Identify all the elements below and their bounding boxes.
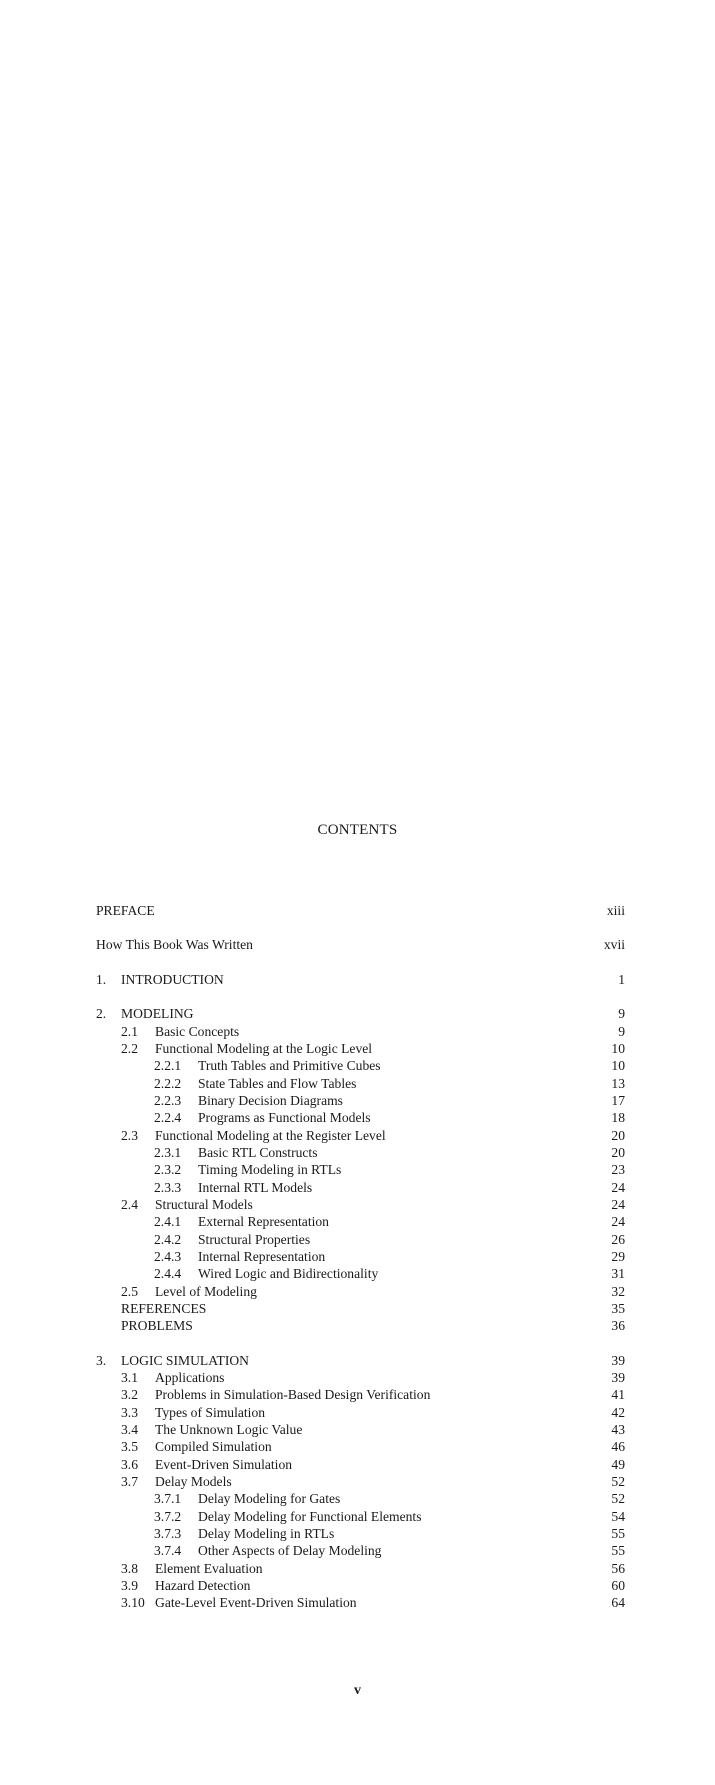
toc-entry-title: State Tables and Flow Tables: [198, 1076, 357, 1091]
toc-entry-title: Truth Tables and Primitive Cubes: [198, 1058, 381, 1073]
toc-entry-title: Delay Models: [155, 1474, 232, 1489]
page-number: v: [354, 1683, 361, 1698]
toc-entry-title: INTRODUCTION: [121, 972, 224, 987]
toc-entry-title: Timing Modeling in RTLs: [198, 1162, 342, 1177]
toc-entry-page: 24: [611, 1180, 625, 1195]
toc-entry-number: 3.5: [121, 1439, 138, 1454]
toc-entry-page: 55: [611, 1526, 625, 1541]
toc-entry-page: 17: [611, 1093, 625, 1108]
toc-entry-page: 24: [611, 1214, 625, 1229]
toc-entry: [0, 1473, 625, 1491]
toc-entry-number: 3.9: [121, 1578, 138, 1593]
toc-entry-title: Element Evaluation: [155, 1561, 263, 1576]
toc-entry-page: 52: [611, 1474, 625, 1489]
toc-entry: [0, 1179, 625, 1197]
toc-entry: [0, 1144, 625, 1162]
toc-entry: [0, 1456, 625, 1474]
toc-entry-page: 31: [611, 1266, 625, 1281]
toc-entry-title: LOGIC SIMULATION: [121, 1353, 249, 1368]
toc-entry-page: 26: [611, 1232, 625, 1247]
toc-entry: [0, 1421, 625, 1439]
toc-entry-number: 3.7.4: [154, 1543, 182, 1558]
toc-entry-title: Event-Driven Simulation: [155, 1457, 293, 1472]
toc-entry-page: 35: [611, 1301, 625, 1316]
toc-entry: [0, 1369, 625, 1387]
toc-entry: [0, 1490, 625, 1508]
toc-entry-title: Other Aspects of Delay Modeling: [198, 1543, 382, 1558]
toc-entry: [0, 1109, 625, 1127]
toc-entry-title: Delay Modeling for Gates: [198, 1491, 341, 1506]
toc-entry-page: 23: [611, 1162, 625, 1177]
toc-entry-page: 13: [611, 1076, 625, 1091]
toc-entry-number: 2.4.3: [154, 1249, 182, 1264]
toc-entry: [0, 971, 625, 989]
toc-entry-title: Basic Concepts: [155, 1024, 240, 1039]
toc-entry-title: Applications: [155, 1370, 225, 1385]
toc-entry-number: 3.8: [121, 1561, 138, 1576]
toc-entry-title: The Unknown Logic Value: [155, 1422, 303, 1437]
toc-entry: [0, 1092, 625, 1110]
toc-entry-title: Internal RTL Models: [198, 1180, 313, 1195]
toc-entry-title: Compiled Simulation: [155, 1439, 272, 1454]
toc-entry-number: 3.7.1: [154, 1491, 182, 1506]
toc-entry: [0, 1265, 625, 1283]
toc-entry: [0, 1560, 625, 1578]
toc-entry-number: 2.3.2: [154, 1162, 182, 1177]
toc-entry-number: 3.7.3: [154, 1526, 182, 1541]
toc-entry-number: 3.3: [121, 1405, 138, 1420]
toc-entry-number: 2.4.4: [154, 1266, 182, 1281]
toc-entry-title: Structural Properties: [198, 1232, 311, 1247]
toc-entry: [0, 1283, 625, 1301]
toc-entry-number: 3.7.2: [154, 1509, 182, 1524]
toc-entry: [0, 1161, 625, 1179]
toc-entry-title: Delay Modeling in RTLs: [198, 1526, 335, 1541]
toc-entry-number: 1.: [96, 972, 107, 987]
toc-entry-title: Functional Modeling at the Register Level: [155, 1128, 386, 1143]
toc-entry-number: 2.5: [121, 1284, 138, 1299]
toc-entry: [0, 1404, 625, 1422]
toc-entry-page: 46: [611, 1439, 625, 1454]
toc-entry: [0, 936, 625, 954]
toc-entry-page: 39: [611, 1353, 625, 1368]
toc-entry-number: 2.2: [121, 1041, 138, 1056]
toc-entry: [0, 1577, 625, 1595]
toc-entry-number: 2.2.3: [154, 1093, 182, 1108]
toc-entry: [0, 1005, 625, 1023]
toc-entry-title: Hazard Detection: [155, 1578, 251, 1593]
toc-entry-title: How This Book Was Written: [96, 937, 253, 952]
toc-entry: [0, 1248, 625, 1266]
toc-entry-page: 39: [611, 1370, 625, 1385]
toc-entry: [0, 1438, 625, 1456]
toc-entry-page: 9: [618, 1024, 625, 1039]
toc-entry: [0, 1300, 625, 1318]
toc-entry-title: Basic RTL Constructs: [198, 1145, 318, 1160]
toc-entry: [0, 1127, 625, 1145]
toc-entry: [0, 1057, 625, 1075]
toc-entry-number: 2.2.4: [154, 1110, 182, 1125]
toc-entry-title: Problems in Simulation-Based Design Verification: [155, 1387, 431, 1402]
toc-entry: [0, 902, 625, 920]
toc-entry-title: Structural Models: [155, 1197, 253, 1212]
toc-entry-title: External Representation: [198, 1214, 329, 1229]
toc-entry-page: 54: [611, 1509, 625, 1524]
toc-entry-number: 3.2: [121, 1387, 138, 1402]
toc-entry-page: 10: [611, 1058, 625, 1073]
toc-entry-page: 9: [618, 1006, 625, 1021]
page-title: CONTENTS: [317, 822, 398, 838]
toc-entry: [0, 1594, 625, 1612]
toc-entry-number: 3.1: [121, 1370, 138, 1385]
toc-entry-page: 64: [611, 1595, 625, 1610]
toc-entry-number: 3.6: [121, 1457, 138, 1472]
toc-entry: [0, 1508, 625, 1526]
toc-entry: [0, 1023, 625, 1041]
toc-entry-number: 2.2.2: [154, 1076, 182, 1091]
toc-entry-page: 42: [611, 1405, 625, 1420]
toc-entry: [0, 1231, 625, 1249]
toc-entry-number: 2.4: [121, 1197, 138, 1212]
toc-entry: [0, 1352, 625, 1370]
toc-entry: [0, 1317, 625, 1335]
toc-entry-number: 2.3: [121, 1128, 138, 1143]
toc-entry-page: xvii: [603, 937, 625, 952]
toc-entry-number: 2.2.1: [154, 1058, 182, 1073]
toc-entry: [0, 1213, 625, 1231]
toc-entry-title: PROBLEMS: [121, 1318, 193, 1333]
toc-entry-title: Wired Logic and Bidirectionality: [198, 1266, 379, 1281]
toc-entry-title: Binary Decision Diagrams: [198, 1093, 343, 1108]
toc-entry: [0, 1542, 625, 1560]
toc-entry-number: 2.4.2: [154, 1232, 182, 1247]
toc-entry-page: 52: [611, 1491, 625, 1506]
toc-entry-title: MODELING: [121, 1006, 194, 1021]
toc-entry-page: 20: [611, 1128, 625, 1143]
toc-entry-number: 2.1: [121, 1024, 138, 1039]
toc-entry-number: 2.4.1: [154, 1214, 182, 1229]
toc-entry-number: 2.: [96, 1006, 107, 1021]
toc-entry-page: 29: [611, 1249, 625, 1264]
toc-entry-number: 2.3.1: [154, 1145, 182, 1160]
toc-entry-title: PREFACE: [96, 903, 155, 918]
toc-entry-page: 49: [611, 1457, 625, 1472]
toc-entry-number: 3.: [96, 1353, 107, 1368]
toc-entry-page: 18: [611, 1110, 625, 1125]
toc-entry-page: 10: [611, 1041, 625, 1056]
toc-entry-title: REFERENCES: [121, 1301, 207, 1316]
toc-entry-page: 24: [611, 1197, 625, 1212]
toc-entry: [0, 1525, 625, 1543]
toc-entry-page: 56: [611, 1561, 625, 1576]
toc-entry-page: 36: [611, 1318, 625, 1333]
toc-entry-page: xiii: [606, 903, 625, 918]
toc-entry-title: Gate-Level Event-Driven Simulation: [155, 1595, 357, 1610]
toc-entry-page: 41: [611, 1387, 625, 1402]
toc-entry-page: 55: [611, 1543, 625, 1558]
toc-entry-number: 3.10: [121, 1595, 145, 1610]
toc-entry-title: Functional Modeling at the Logic Level: [155, 1041, 373, 1056]
toc-entry-number: 3.4: [121, 1422, 138, 1437]
toc-entry-page: 60: [611, 1578, 625, 1593]
toc-entry: [0, 1040, 625, 1058]
toc-entry-page: 1: [618, 972, 625, 987]
toc-entry-number: 3.7: [121, 1474, 138, 1489]
toc-entry-page: 32: [611, 1284, 625, 1299]
toc-entry-page: 43: [611, 1422, 625, 1437]
toc-entry-title: Internal Representation: [198, 1249, 326, 1264]
toc-entry: [0, 1075, 625, 1093]
toc-entry: [0, 1386, 625, 1404]
toc-entry-title: Types of Simulation: [155, 1405, 266, 1420]
toc-entry-title: Level of Modeling: [155, 1284, 257, 1299]
toc-entry: [0, 1196, 625, 1214]
toc-entry-page: 20: [611, 1145, 625, 1160]
toc-entry-title: Delay Modeling for Functional Elements: [198, 1509, 422, 1524]
toc-entry-title: Programs as Functional Models: [198, 1110, 371, 1125]
toc-entry-number: 2.3.3: [154, 1180, 182, 1195]
